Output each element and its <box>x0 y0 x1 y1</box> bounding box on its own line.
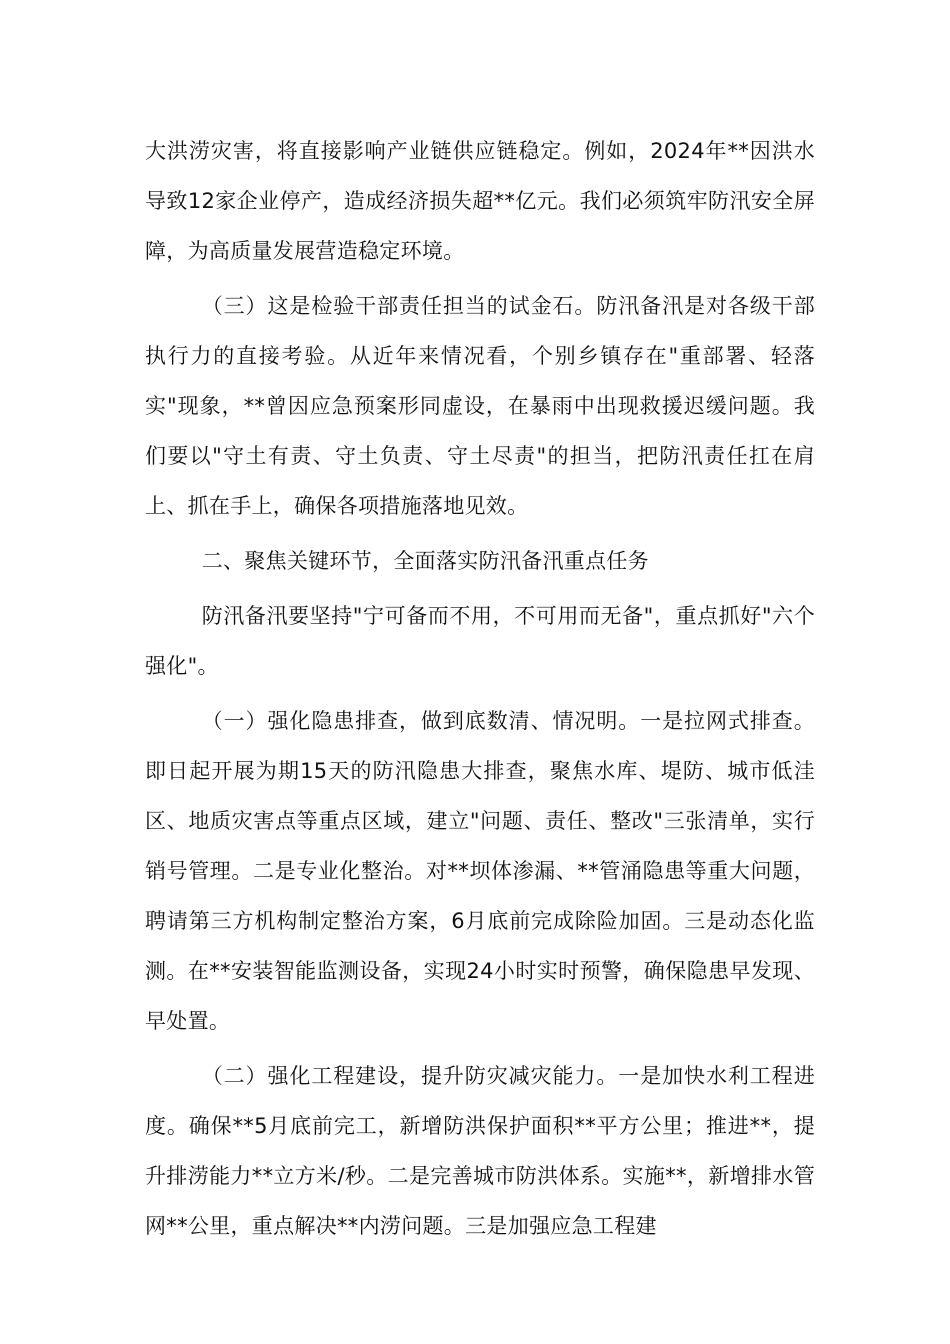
document-body <box>145 126 815 1251</box>
paragraph-economic-impact: 大洪涝灾害，将直接影响产业链供应链稳定。例如，2024年**因洪水导致12家企业停产，造成经济损失超**亿元。我们必须筑牢防汛安全屏障，为高质量发展营造稳定环境。 <box>145 139 815 263</box>
section-heading-key-tasks: 二、聚焦关键环节，全面落实防汛备汛重点任务 <box>201 549 649 573</box>
paragraph-engineering-construction: （二）强化工程建设，提升防灾减灾能力。一是加快水利工程进度。确保**5月底前完工，新增防洪保护面积**平方公里；推进**，提升排涝能力**立方米/秒。二是完善城市防洪体系。实施**，新增排水管网**公里，重点解决**内涝问题。三是加强应急工程建 <box>145 1064 815 1238</box>
paragraph-hazard-inspection: （一）强化隐患排查，做到底数清、情况明。一是拉网式排查。即日起开展为期15天的防汛隐患大排查，聚焦水库、堤防、城市低洼区、地质灾害点等重点区域，建立"问题、责任、整改"三张清单，实行销号管理。二是专业化整治。对**坝体渗漏、**管涌隐患等重大问题，聘请第三方机构制定整治方案，6月底前完成除险加固。三是动态化监测。在**安装智能监测设备，实现24小时实时预警，确保隐患早发现、早处置。 <box>145 709 815 1033</box>
paragraph-six-strengthenings: 防汛备汛要坚持"宁可备而不用，不可用而无备"，重点抓好"六个强化"。 <box>145 604 815 678</box>
paragraph-cadre-responsibility: （三）这是检验干部责任担当的试金石。防汛备汛是对各级干部执行力的直接考验。从近年来情况看，个别乡镇存在"重部署、轻落实"现象，**曾因应急预案形同虚设，在暴雨中出现救援迟缓问题。我们要以"守土有责、守土负责、守土尽责"的担当，把防汛责任扛在肩上、抓在手上，确保各项措施落地见效。 <box>145 294 815 518</box>
